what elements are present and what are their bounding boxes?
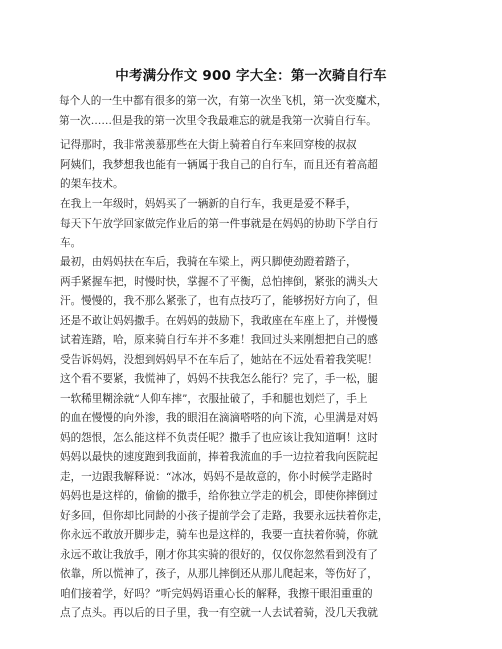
- text-line: 好多回，但你却比同龄的小孩子提前学会了走路，我要永远扶着你走，: [60, 509, 389, 522]
- text-line: 第一次……但是我的第一次里令我最难忘的就是我第一次骑自行车。: [59, 114, 377, 127]
- text-line: 在我上一年级时，妈妈买了一辆新的自行车，我更是爱不释手，: [60, 198, 357, 210]
- paragraph-learning: [60, 253, 388, 624]
- document-title: 中考满分作文 900 字大全：第一次骑自行车: [115, 68, 387, 84]
- text-line: 每个人的一生中都有很多的第一次，有第一次坐飞机，第一次变魔术，: [59, 95, 388, 107]
- text-line: 妈妈以最快的速度跑到我面前，捧着我流血的手一边拉着我向医院起: [60, 451, 378, 463]
- text-line: 你永远不敢放开脚步走，骑车也是这样的，我要一直扶着你骑，你就: [60, 529, 378, 541]
- text-line: 每天下午放学回家做完作业后的第一件事就是在妈妈的协助下学自行: [60, 217, 378, 230]
- text-line: 一软稀里糊涂就“人仰车摔”，衣服扯破了，手和腿也划烂了，手上: [60, 392, 368, 405]
- text-line: 记得那时，我非常羡慕那些在大街上骑着自行车来回穿梭的叔叔: [60, 139, 357, 151]
- paragraph-dream: [60, 136, 378, 195]
- text-line: 还是不敢让妈妈撒手。在妈妈的鼓励下，我敢座在车座上了，并慢慢: [60, 314, 378, 327]
- paragraph-new-bike: [60, 195, 378, 254]
- text-line: 受告诉妈妈，没想到妈妈早不在车后了，她站在不远处看着我笑呢！: [60, 353, 378, 366]
- text-line: 点了点头。再以后的日子里，我一有空就一人去试着骑，没几天我就: [60, 607, 378, 619]
- text-line: 阿姨们，我梦想我也能有一辆属于我自己的自行车，而且还有着高超: [60, 158, 378, 171]
- text-line: 妈的怨恨，怎么能这样不负责任呢？撒手了也应该让我知道啊！这时: [60, 431, 378, 444]
- paragraph-intro: [59, 92, 387, 131]
- text-line: 走，一边跟我解释说：“冰冰，妈妈不是故意的，你小时候学走路时: [60, 470, 373, 483]
- text-line: 永远不敢让我放手，刚才你其实骑的很好的，仅仅你忽然看到没有了: [60, 548, 378, 561]
- text-line: 咱们接着学，好吗？”听完妈妈语重心长的解释，我擦干眼泪重重的: [60, 587, 373, 600]
- text-line: 试着连踏，哈，原来骑自行车并不多难！我回过头来刚想把自己的感: [60, 334, 378, 346]
- text-line: 这个看不要紧，我慌神了，妈妈不扶我怎么能行？完了，手一松，腿: [60, 373, 378, 385]
- text-line: 依靠，所以慌神了，孩子，从那儿摔倒还从那儿爬起来，等伤好了，: [60, 568, 378, 580]
- text-line: 两手紧握车把，时慢时快，掌握不了平衡，总怕摔倒，紧张的满头大: [60, 275, 378, 288]
- text-line: 车。: [60, 237, 82, 249]
- text-line: 的架车技术。: [60, 178, 124, 190]
- text-line: 最初，由妈妈扶在车后，我骑在车梁上，两只脚使劲蹬着踏子，: [60, 256, 357, 268]
- text-line: 妈妈也是这样的，偷偷的撒手，给你独立学走的机会，即使你摔倒过: [60, 490, 378, 502]
- text-line: 汗。慢慢的，我不那么紧张了，也有点技巧了，能够拐好方向了，但: [60, 295, 378, 307]
- text-line: 的血在慢慢的向外渗，我的眼泪在滴滴嗒嗒的向下流，心里满是对妈: [60, 412, 378, 424]
